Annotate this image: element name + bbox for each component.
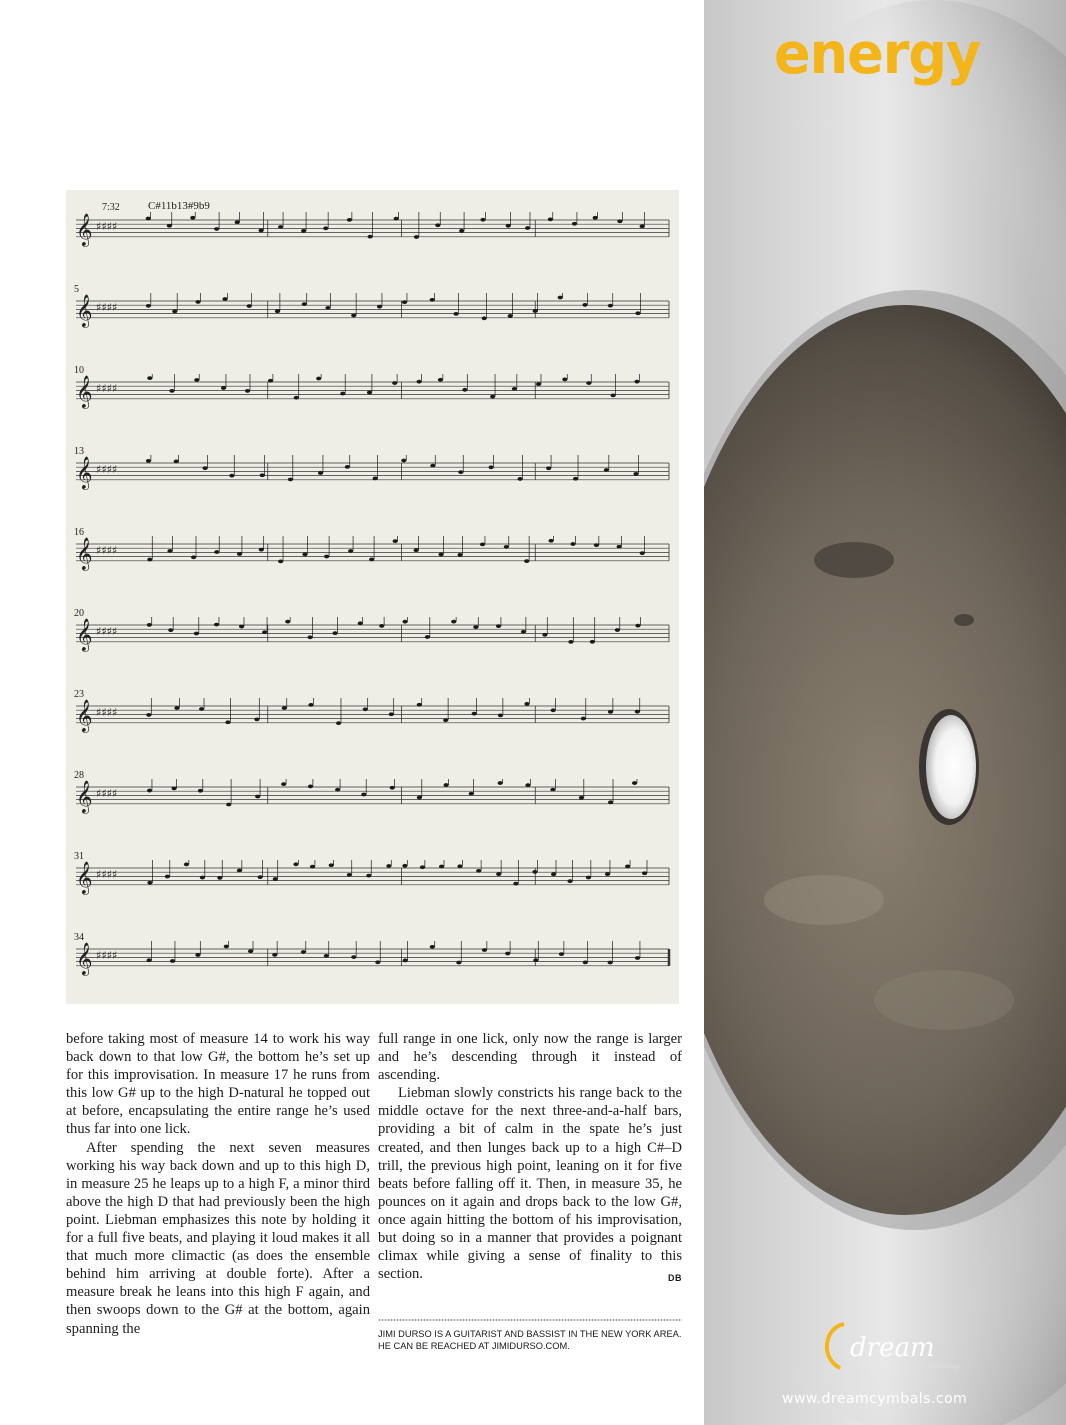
treble-clef: 𝄞 — [76, 537, 93, 570]
note-head — [634, 380, 639, 384]
note-head — [420, 865, 425, 869]
note-head — [453, 312, 458, 316]
note-head — [368, 235, 373, 239]
article-column-2 — [378, 1030, 682, 1287]
note-head — [235, 220, 240, 224]
note-head — [392, 381, 397, 385]
note-head — [635, 311, 640, 315]
note-head — [361, 793, 366, 797]
note-head — [551, 708, 556, 712]
note-head — [302, 302, 307, 306]
key-signature: ♯♯♯♯ — [96, 625, 118, 638]
note-head — [259, 548, 264, 552]
logo-tagline: Cymbals and Gongs — [900, 1363, 961, 1370]
note-head — [217, 876, 222, 880]
note-head — [191, 555, 196, 559]
dream-logo — [814, 1318, 984, 1376]
measure-number: 13 — [74, 446, 84, 457]
note-head — [568, 640, 573, 644]
note-head — [472, 712, 477, 716]
treble-clef: 𝄞 — [76, 618, 93, 651]
note-head — [377, 305, 382, 309]
note-head — [401, 459, 406, 463]
note-head — [335, 788, 340, 792]
note-head — [310, 865, 315, 869]
key-signature: ♯♯♯♯ — [96, 220, 118, 233]
note-head — [462, 388, 467, 392]
note-head — [435, 223, 440, 227]
note-head — [586, 381, 591, 385]
note-head — [430, 464, 435, 468]
note-head — [542, 633, 547, 637]
author-bio: JIMI DURSO IS A GUITARIST AND BASSIST IN THE NEW YORK AREA. HE CAN BE REACHED AT JIMIDURSO.COM. — [378, 1329, 682, 1351]
note-head — [345, 465, 350, 469]
note-head — [294, 396, 299, 400]
note-head — [214, 550, 219, 554]
treble-clef: 𝄞 — [76, 213, 93, 246]
note-head — [586, 876, 591, 880]
note-head — [524, 559, 529, 563]
logo-arc — [827, 1324, 844, 1368]
note-head — [248, 949, 253, 953]
measure-number: 28 — [74, 770, 84, 781]
note-head — [524, 702, 529, 706]
note-head — [496, 624, 501, 628]
note-head — [147, 623, 152, 627]
note-head — [640, 551, 645, 555]
paragraph: full range in one lick, only now the range is larger and he’s descending through it instead of ascending. — [378, 1031, 682, 1084]
note-head — [459, 229, 464, 233]
note-head — [390, 786, 395, 790]
note-head — [195, 300, 200, 304]
paragraph-text: Liebman slowly constricts his range back to the middle octave for the next three-and-a-half bars, providing a bit of calm in the spate he’s just created, and then lunges back up to a high C#–D trill, the previous high point, leaning on it for five beats before falling off it. Then, in measure 35, he pounces on it again and drops back to the low G#, once again hitting the bottom of his improvisation, but doing so in a manner that provides a poignant climax while giving a sense of finality to this section. — [378, 1085, 682, 1283]
logo-wordmark: dream — [850, 1333, 935, 1363]
note-head — [512, 387, 517, 391]
treble-clef: 𝄞 — [76, 780, 93, 813]
note-head — [642, 871, 647, 875]
note-head — [582, 303, 587, 307]
key-signature: ♯♯♯♯ — [96, 706, 118, 719]
note-head — [225, 720, 230, 724]
note-head — [308, 635, 313, 639]
note-head — [417, 796, 422, 800]
note-head — [194, 378, 199, 382]
note-head — [302, 552, 307, 556]
note-head — [536, 382, 541, 386]
note-head — [414, 235, 419, 239]
note-head — [549, 539, 554, 543]
note-head — [200, 876, 205, 880]
key-signature: ♯♯♯♯ — [96, 868, 118, 881]
note-head — [171, 786, 176, 790]
note-head — [480, 543, 485, 547]
note-head — [402, 300, 407, 304]
note-head — [214, 623, 219, 627]
note-head — [262, 630, 267, 634]
note-head — [169, 389, 174, 393]
note-head — [146, 459, 151, 463]
note-head — [258, 229, 263, 233]
note-head — [439, 865, 444, 869]
note-head — [363, 707, 368, 711]
treble-clef: 𝄞 — [76, 375, 93, 408]
note-head — [443, 718, 448, 722]
note-head — [285, 620, 290, 624]
note-head — [425, 635, 430, 639]
note-head — [594, 543, 599, 547]
note-head — [617, 219, 622, 223]
note-head — [375, 960, 380, 964]
note-head — [316, 377, 321, 381]
note-head — [414, 548, 419, 552]
note-head — [394, 217, 399, 221]
staff-system — [76, 455, 669, 490]
note-head — [351, 955, 356, 959]
note-head — [608, 961, 613, 965]
note-head — [562, 378, 567, 382]
staff-system — [76, 374, 669, 409]
staff-system — [76, 698, 669, 733]
note-head — [456, 961, 461, 965]
note-head — [521, 630, 526, 634]
paragraph: After spending the next seven measures working his way back down and up to this high D, in measure 25 he leaps up to a high F, a minor third above the high D that had previously been the high point. Liebman emphasizes this note by holding it for a full five beats, and playing it loud makes it all that much more climactic (as does the ensemble behind him arriving at double forte). After a measure break he leans into this high F again, and then swoops down to the G# at the bottom, again spanning the — [66, 1139, 370, 1337]
treble-clef: 𝄞 — [76, 294, 93, 327]
note-head — [525, 783, 530, 787]
note-head — [255, 795, 260, 799]
note-head — [254, 717, 259, 721]
note-head — [590, 640, 595, 644]
note-head — [229, 474, 234, 478]
note-head — [518, 477, 523, 481]
note-head — [324, 555, 329, 559]
note-head — [608, 800, 613, 804]
treble-clef: 𝄞 — [76, 861, 93, 894]
note-head — [403, 959, 408, 963]
note-head — [608, 304, 613, 308]
chord-symbol: C#11b13#9b9 — [148, 200, 210, 212]
note-head — [389, 712, 394, 716]
note-head — [172, 309, 177, 313]
note-head — [165, 875, 170, 879]
note-head — [190, 216, 195, 220]
note-head — [438, 378, 443, 382]
note-head — [469, 792, 474, 796]
note-head — [348, 549, 353, 553]
note-head — [278, 225, 283, 229]
key-signature: ♯♯♯♯ — [96, 382, 118, 395]
note-head — [170, 959, 175, 963]
note-head — [214, 227, 219, 231]
staff-system — [76, 860, 669, 895]
ad-headline: energy — [774, 20, 981, 87]
treble-clef: 𝄞 — [76, 699, 93, 732]
key-signature: ♯♯♯♯ — [96, 544, 118, 557]
note-head — [351, 314, 356, 318]
key-signature: ♯♯♯♯ — [96, 463, 118, 476]
note-head — [324, 954, 329, 958]
note-head — [635, 710, 640, 714]
staff-system — [76, 212, 669, 247]
note-head — [451, 620, 456, 624]
note-head — [195, 953, 200, 957]
note-head — [605, 872, 610, 876]
note-head — [167, 224, 172, 228]
note-head — [559, 952, 564, 956]
note-head — [480, 218, 485, 222]
note-head — [329, 863, 334, 867]
note-head — [608, 710, 613, 714]
note-head — [224, 945, 229, 949]
note-head — [533, 958, 538, 962]
note-head — [546, 466, 551, 470]
note-head — [482, 316, 487, 320]
note-head — [579, 796, 584, 800]
note-head — [617, 545, 622, 549]
note-head — [146, 304, 151, 308]
staff-system — [76, 941, 669, 976]
dotted-divider — [378, 1317, 682, 1323]
note-head — [301, 229, 306, 233]
note-head — [369, 558, 374, 562]
note-head — [199, 707, 204, 711]
note-head — [221, 386, 226, 390]
note-head — [583, 960, 588, 964]
note-head — [632, 781, 637, 785]
paragraph — [378, 1084, 682, 1283]
note-head — [548, 217, 553, 221]
note-head — [506, 224, 511, 228]
note-head — [367, 391, 372, 395]
note-head — [247, 304, 252, 308]
note-head — [635, 624, 640, 628]
note-head — [168, 628, 173, 632]
note-head — [147, 789, 152, 793]
music-transcription — [66, 190, 679, 1004]
note-head — [386, 864, 391, 868]
staff-system — [76, 617, 669, 652]
staff-system — [76, 779, 669, 814]
note-head — [174, 459, 179, 463]
note-head — [402, 864, 407, 868]
measure-number: 20 — [74, 608, 84, 619]
note-head — [611, 393, 616, 397]
note-head — [147, 958, 152, 962]
note-head — [239, 625, 244, 629]
key-signature: ♯♯♯♯ — [96, 949, 118, 962]
note-head — [358, 621, 363, 625]
note-head — [147, 881, 152, 885]
note-head — [288, 478, 293, 482]
note-head — [347, 873, 352, 877]
note-head — [490, 395, 495, 399]
note-head — [505, 952, 510, 956]
note-head — [273, 877, 278, 881]
treble-clef: 𝄞 — [76, 942, 93, 975]
note-head — [533, 309, 538, 313]
note-head — [184, 863, 189, 867]
note-head — [513, 882, 518, 886]
note-head — [570, 542, 575, 546]
note-head — [640, 224, 645, 228]
note-head — [604, 468, 609, 472]
note-head — [476, 869, 481, 873]
note-head — [293, 862, 298, 866]
note-head — [323, 226, 328, 230]
note-head — [373, 476, 378, 480]
note-head — [258, 875, 263, 879]
time-marker: 7:32 — [102, 202, 120, 213]
note-head — [393, 539, 398, 543]
note-head — [550, 788, 555, 792]
note-head — [308, 703, 313, 707]
note-head — [272, 953, 277, 957]
staff-system — [76, 293, 669, 328]
dream-cymbals-ad — [704, 0, 1066, 1425]
note-head — [147, 558, 152, 562]
note-head — [458, 470, 463, 474]
note-head — [222, 297, 227, 301]
note-head — [318, 471, 323, 475]
note-head — [203, 466, 208, 470]
note-head — [332, 631, 337, 635]
note-head — [275, 309, 280, 313]
author-signature: DB — [668, 1273, 682, 1284]
note-head — [366, 874, 371, 878]
note-head — [457, 553, 462, 557]
note-head — [268, 379, 273, 383]
note-head — [278, 560, 283, 564]
note-head — [488, 465, 493, 469]
note-head — [593, 216, 598, 220]
note-head — [167, 549, 172, 553]
note-head — [417, 703, 422, 707]
note-head — [340, 392, 345, 396]
note-head — [336, 721, 341, 725]
note-head — [430, 298, 435, 302]
note-head — [498, 714, 503, 718]
key-signature: ♯♯♯♯ — [96, 787, 118, 800]
note-head — [525, 226, 530, 230]
note-head — [402, 620, 407, 624]
note-head — [567, 879, 572, 883]
note-head — [615, 628, 620, 632]
note-head — [498, 781, 503, 785]
note-head — [457, 864, 462, 868]
cymbal-bell-image — [704, 0, 1066, 1425]
note-head — [430, 945, 435, 949]
treble-clef: 𝄞 — [76, 456, 93, 489]
note-head — [473, 625, 478, 629]
note-head — [282, 706, 287, 710]
measure-number: 10 — [74, 365, 84, 376]
note-head — [260, 473, 265, 477]
note-head — [551, 872, 556, 876]
note-head — [508, 314, 513, 318]
note-head — [146, 217, 151, 221]
note-head — [379, 624, 384, 628]
note-head — [573, 477, 578, 481]
article-column-1 — [66, 1030, 370, 1338]
measure-number: 5 — [74, 284, 79, 295]
note-head — [504, 545, 509, 549]
note-head — [237, 552, 242, 556]
note-head — [325, 306, 330, 310]
note-head — [245, 389, 250, 393]
note-head — [581, 717, 586, 721]
measure-number: 23 — [74, 689, 84, 700]
note-head — [558, 296, 563, 300]
note-head — [347, 218, 352, 222]
note-head — [482, 948, 487, 952]
note-head — [308, 785, 313, 789]
note-head — [416, 380, 421, 384]
measure-number: 31 — [74, 851, 84, 862]
staff-notation — [66, 190, 679, 1004]
measure-number: 16 — [74, 527, 84, 538]
note-head — [174, 706, 179, 710]
note-head — [194, 632, 199, 636]
note-head — [625, 864, 630, 868]
staff-system — [76, 536, 669, 571]
note-head — [444, 783, 449, 787]
note-head — [281, 782, 286, 786]
note-head — [147, 376, 152, 380]
note-head — [146, 713, 151, 717]
note-head — [635, 956, 640, 960]
note-head — [438, 553, 443, 557]
note-head — [198, 789, 203, 793]
note-head — [237, 869, 242, 873]
note-head — [572, 222, 577, 226]
note-head — [532, 870, 537, 874]
key-signature: ♯♯♯♯ — [96, 301, 118, 314]
note-head — [496, 872, 501, 876]
paragraph: before taking most of measure 14 to work his way back down to that low G#, the bottom he’s set up for this improvisation. In measure 17 he runs from this low G# up to the high D-natural he topped out at before, encapsulating the entire range he’s used thus far into one lick. — [66, 1031, 370, 1138]
note-head — [226, 803, 231, 807]
note-head — [633, 472, 638, 476]
ad-url[interactable]: www.dreamcymbals.com — [782, 1391, 968, 1407]
note-head — [301, 950, 306, 954]
measure-number: 34 — [74, 932, 84, 943]
